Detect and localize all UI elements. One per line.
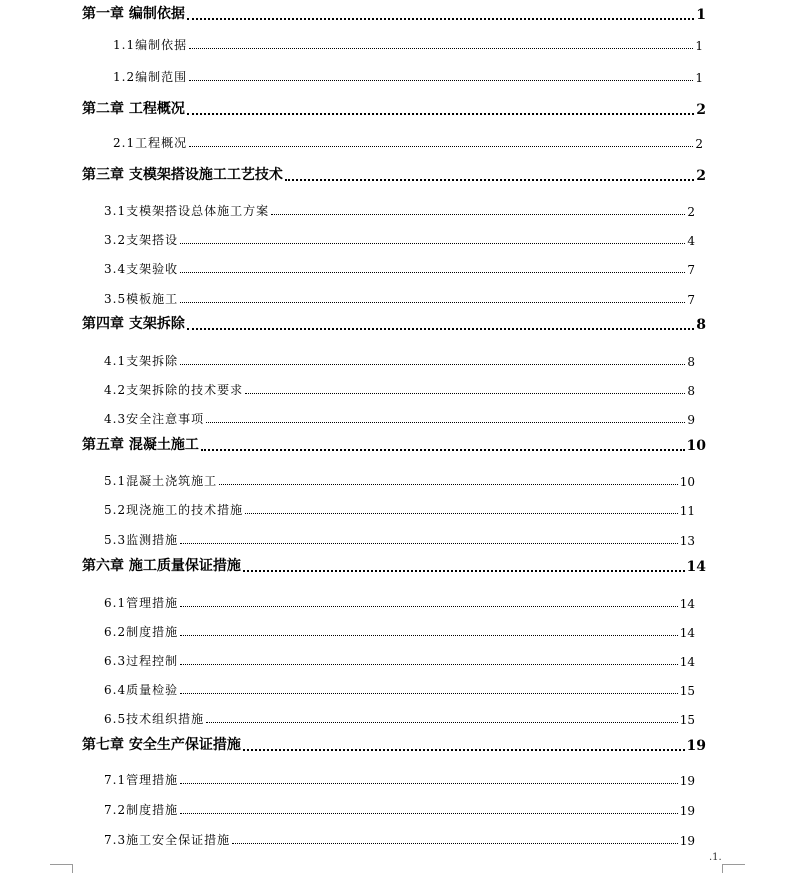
toc-entry-page: 8 [687,384,695,398]
dot-leader [232,843,678,844]
toc-section-3-5[interactable] [104,285,695,307]
toc-section-5-2[interactable] [104,496,695,518]
toc-entry-page: 8 [687,355,695,369]
dot-leader [187,18,694,20]
toc-entry-page: 14 [679,597,695,611]
toc-chapter-6[interactable] [82,553,706,575]
toc-entry-label: 2.1工程概况 [113,136,188,150]
toc-entry-label: 4.3安全注意事项 [104,412,205,426]
toc-chapter-7[interactable] [82,732,706,754]
toc-entry-label: 6.1管理措施 [104,596,179,610]
toc-entry-page: 1 [695,71,703,85]
toc-chapter-3[interactable] [82,162,706,184]
toc-entry-label: 1.2编制范围 [113,70,188,84]
toc-entry-label: 6.3过程控制 [104,654,179,668]
dot-leader [180,272,685,273]
dot-leader [180,693,678,694]
toc-chapter-5[interactable] [82,432,706,454]
toc-entry-page: 1 [696,7,706,23]
dot-leader [245,513,678,514]
dot-leader [180,635,678,636]
toc-section-6-5[interactable] [104,705,695,727]
toc-section-6-2[interactable] [104,618,695,640]
dot-leader [180,813,678,814]
toc-entry-page: 14 [686,559,706,575]
toc-entry-page: 14 [679,626,695,640]
toc-entry-label: 4.1支架拆除 [104,354,179,368]
toc-section-1-1[interactable] [113,31,703,53]
toc-entry-page: 4 [687,234,695,248]
dot-leader [180,783,678,784]
toc-section-6-4[interactable] [104,676,695,698]
toc-entry-label: 7.2制度措施 [104,803,179,817]
toc-entry-label: 5.2现浇施工的技术措施 [104,503,244,517]
toc-section-7-2[interactable] [104,796,695,818]
toc-entry-page: 2 [696,102,706,118]
toc-entry-page: 1 [695,39,703,53]
toc-section-7-1[interactable] [104,766,695,788]
toc-section-4-2[interactable] [104,376,695,398]
toc-entry-page: 19 [686,738,706,754]
toc-entry-page: 8 [696,317,706,333]
dot-leader [180,243,685,244]
toc-entry-label: 第三章 支模架搭设施工工艺技术 [82,167,283,183]
toc-section-6-1[interactable] [104,589,695,611]
toc-entry-page: 19 [679,804,695,818]
toc-entry-page: 2 [695,137,703,151]
toc-entry-page: 15 [679,684,695,698]
toc-entry-label: 第一章 编制依据 [82,6,185,22]
dot-leader [180,302,685,303]
toc-entry-page: 11 [679,504,695,518]
toc-entry-label: 7.3施工安全保证措施 [104,833,231,847]
toc-entry-page: 2 [687,205,695,219]
toc-entry-page: 10 [686,438,706,454]
toc-section-2-1[interactable] [113,129,703,151]
toc-entry-label: 1.1编制依据 [113,38,188,52]
dot-leader [180,543,678,544]
toc-entry-page: 7 [687,263,695,277]
dot-leader [243,749,685,751]
toc-entry-page: 9 [687,413,695,427]
toc-entry-label: 6.2制度措施 [104,625,179,639]
toc-chapter-1[interactable] [82,1,706,23]
dot-leader [180,664,678,665]
toc-entry-label: 第六章 施工质量保证措施 [82,558,241,574]
dot-leader [245,393,685,394]
toc-chapter-2[interactable] [82,96,706,118]
toc-entry-label: 3.4支架验收 [104,262,179,276]
toc-entry-label: 6.5技术组织措施 [104,712,205,726]
toc-entry-label: 3.5模板施工 [104,292,179,306]
dot-leader [271,214,685,215]
toc-entry-label: 6.4质量检验 [104,683,179,697]
dot-leader [189,48,693,49]
toc-entry-page: 2 [696,168,706,184]
toc-entry-page: 13 [679,534,695,548]
toc-entry-label: 第五章 混凝土施工 [82,437,199,453]
toc-entry-page: 19 [679,774,695,788]
toc-section-1-2[interactable] [113,63,703,85]
dot-leader [187,113,694,115]
dot-leader [180,364,685,365]
page-corner-mark-right [722,864,745,873]
toc-entry-page: 14 [679,655,695,669]
dot-leader [187,328,694,330]
dot-leader [189,146,693,147]
dot-leader [201,449,685,451]
toc-section-6-3[interactable] [104,647,695,669]
dot-leader [189,80,693,81]
toc-section-4-3[interactable] [104,405,695,427]
toc-entry-label: 5.3监测措施 [104,533,179,547]
toc-section-5-1[interactable] [104,467,695,489]
toc-entry-page: 19 [679,834,695,848]
toc-entry-page: 10 [679,475,695,489]
dot-leader [206,422,685,423]
footer-page-number: .1. [709,852,722,863]
dot-leader [285,179,694,181]
toc-entry-label: 4.2支架拆除的技术要求 [104,383,244,397]
dot-leader [206,722,678,723]
toc-section-7-3[interactable] [104,826,695,848]
page-corner-mark-left [50,864,73,873]
dot-leader [180,606,678,607]
toc-section-5-3[interactable] [104,526,695,548]
toc-entry-page: 15 [679,713,695,727]
toc-entry-label: 第四章 支架拆除 [82,316,185,332]
dot-leader [243,570,685,572]
toc-section-3-2[interactable] [104,226,695,248]
dot-leader [219,484,678,485]
toc-entry-label: 第七章 安全生产保证措施 [82,737,241,753]
toc-entry-label: 5.1混凝土浇筑施工 [104,474,218,488]
toc-section-3-1[interactable] [104,197,695,219]
toc-section-3-4[interactable] [104,255,695,277]
toc-entry-label: 第二章 工程概况 [82,101,185,117]
toc-entry-label: 3.1支模架搭设总体施工方案 [104,204,270,218]
toc-section-4-1[interactable] [104,347,695,369]
toc-entry-label: 7.1管理措施 [104,773,179,787]
toc-chapter-4[interactable] [82,311,706,333]
toc-entry-label: 3.2支架搭设 [104,233,179,247]
toc-entry-page: 7 [687,293,695,307]
